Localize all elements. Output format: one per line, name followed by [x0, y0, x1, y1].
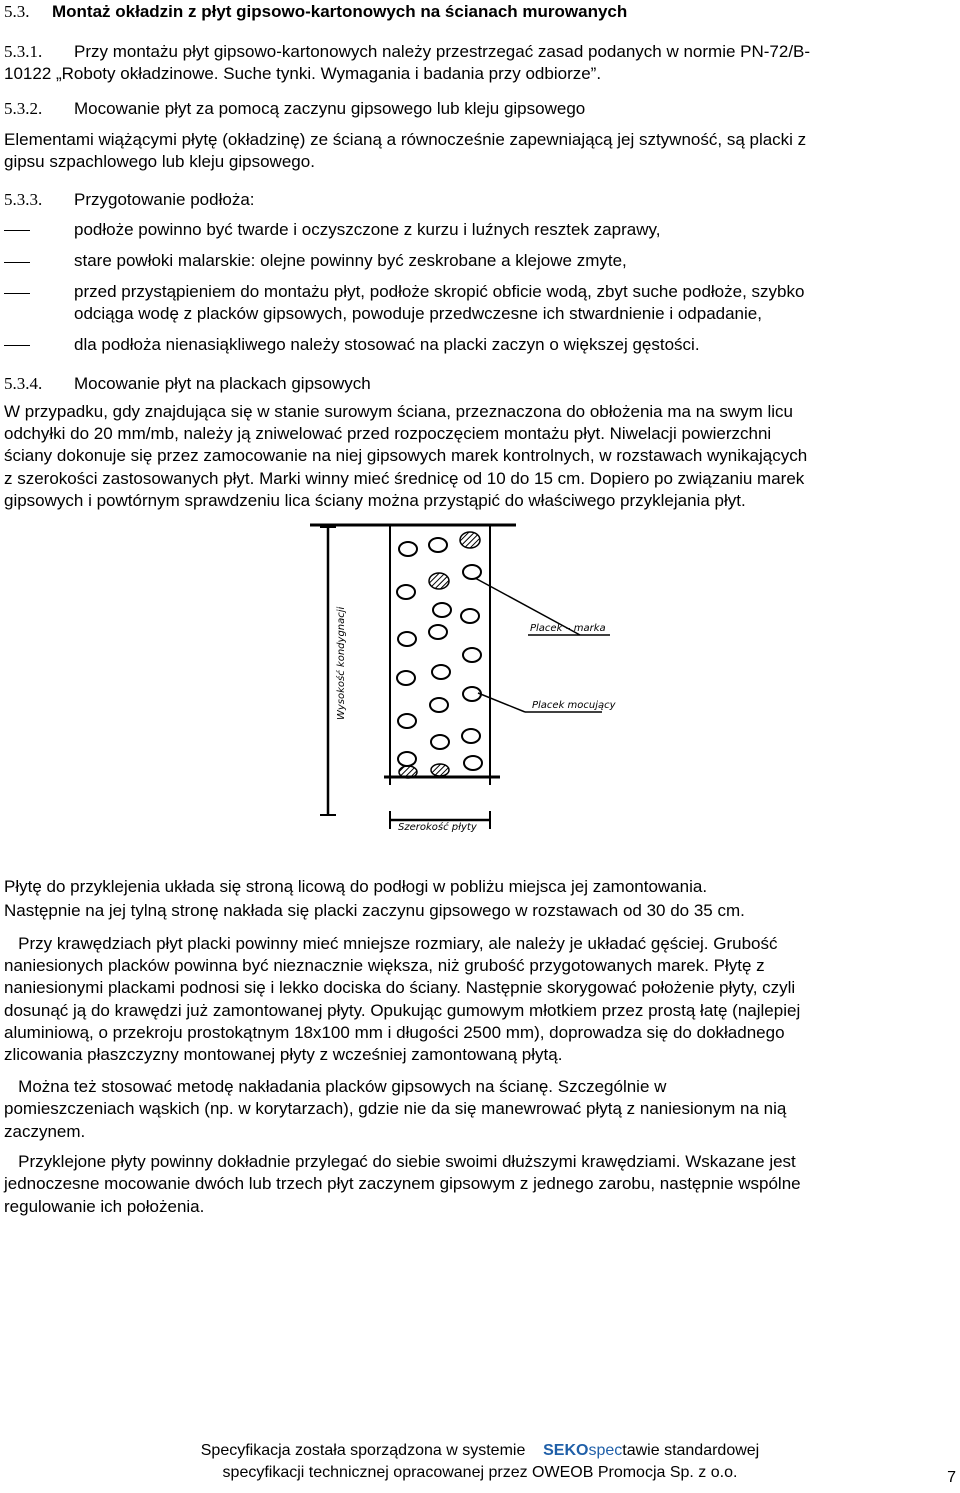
control-mark: [429, 573, 449, 589]
paragraph-line: ściany dokonuje się przez zamocowanie na niej gipsowych marek kontrolnych, w rozstawach wynikających: [4, 446, 808, 465]
subsection-5-3-4: [4, 373, 371, 394]
mark-label: Placek – marka: [530, 623, 606, 634]
brand-spec: spec: [588, 1442, 623, 1459]
control-mark: [460, 532, 480, 548]
paragraph-line: Można też stosować metodę nakładania placków gipsowych na ścianę. Szczególnie w: [4, 1077, 667, 1096]
fixing-dab: [397, 671, 415, 685]
paragraph-line: pomieszczeniach wąskich (np. w korytarzach), gdzie nie da się manewrować płytą z naniesionym na nią: [4, 1099, 787, 1118]
subsection-text-line: 10122 „Roboty okładzinowe. Suche tynki. Wymagania i badania przy odbiorze”.: [4, 64, 602, 83]
paragraph-line: regulowanie ich położenia.: [4, 1197, 205, 1216]
fixing-dab: [464, 756, 482, 770]
paragraph-line: gipsowych i powtórnym sprawdzeniu lica ściany można przystąpić do właściwego przyklejania płyt.: [4, 491, 746, 510]
paragraph-line: naniesionymi plackami podnosi się i lekko dociska do ściany. Następnie skorygować położenie płyty, czyli: [4, 978, 796, 997]
paragraph-line: W przypadku, gdy znajdująca się w stanie surowym ściana, przeznaczona do obłożenia ma na swym licu: [4, 402, 793, 421]
subsection-5-3-1: [4, 41, 810, 62]
footer-text: Specyfikacja została sporządzona w systemie: [200, 1442, 526, 1459]
fixing-dab: [461, 609, 479, 623]
dash-bullet: [4, 345, 30, 346]
footer-line-1: [0, 1440, 960, 1461]
fixing-dab: [463, 648, 481, 662]
paragraph-line: z szerokości zastosowanych płyt. Marki winny mieć średnicę od 10 do 15 cm. Dopiero po związaniu marek: [4, 469, 805, 488]
dash-bullet: [4, 293, 30, 294]
section-heading: [4, 1, 627, 22]
dash-bullet: [4, 230, 30, 231]
paragraph-line: Następnie na jej tylną stronę nakłada się placki zaczynu gipsowego w rozstawach od 30 do 35 cm.: [4, 901, 745, 920]
brand-seko: SEKO: [543, 1442, 589, 1459]
list-item-text: stare powłoki malarskie: olejne powinny być zeskrobane a klejowe zmyte,: [74, 251, 627, 270]
fixing-dab: [398, 714, 416, 728]
paragraph-line: Przyklejone płyty powinny dokładnie przylegać do siebie swoimi dłuższymi krawędziami. Wskazane jest: [4, 1152, 796, 1171]
paragraph-line: Przy krawędziach płyt placki powinny mieć mniejsze rozmiary, ale należy je układać gęściej. Grubość: [4, 934, 778, 953]
list-item-text: przed przystąpieniem do montażu płyt, podłoże skropić obficie wodą, zbyt suche podłoże, szybko: [74, 282, 805, 301]
fixing-label: Placek mocujący: [532, 700, 616, 711]
paragraph-line: aluminiową, o przekroju prostokątnym 18x100 mm i długości 2500 mm), doprowadza się do dokładnego: [4, 1023, 785, 1042]
list-item-text: dla podłoża nienasiąkliwego należy stosować na placki zaczyn o większej gęstości.: [74, 335, 700, 354]
paragraph-line: Elementami wiążącymi płytę (okładzinę) ze ścianą a równocześnie zapewniającą jej sztywność, są placki z: [4, 130, 807, 149]
fixing-dab: [463, 565, 481, 579]
subsection-number: 5.3.4.: [4, 374, 43, 393]
subsection-number: 5.3.2.: [4, 99, 43, 118]
fixing-dab: [429, 625, 447, 639]
footer-text: tawie standardowej: [622, 1442, 760, 1459]
fixing-dab: [398, 752, 416, 766]
height-label: Wysokość kondygnacji: [336, 606, 347, 720]
section-number: 5.3.: [4, 2, 30, 21]
paragraph-line: odchyłki do 20 mm/mb, należy ją zniwelować przed rozpoczęciem montażu płyt. Niwelacji powierzchni: [4, 424, 772, 443]
fixing-dab: [430, 698, 448, 712]
paragraph-line: gipsu szpachlowego lub kleju gipsowego.: [4, 152, 315, 171]
fixing-dab: [431, 735, 449, 749]
fixing-dab: [463, 687, 481, 701]
subsection-5-3-3: [4, 189, 255, 210]
width-label: Szerokość płyty: [398, 822, 477, 833]
fixing-dab: [398, 632, 416, 646]
list-item-text: odciąga wodę z placków gipsowych, powoduje przedwczesne ich stwardnienie i odpadanie,: [74, 304, 762, 323]
fixing-dab: [462, 729, 480, 743]
plaster-dabs-diagram: [310, 515, 650, 845]
subsection-title: Przygotowanie podłoża:: [74, 190, 255, 209]
subsection-title: Mocowanie płyt na plackach gipsowych: [74, 374, 371, 393]
paragraph-line: Płytę do przyklejenia układa się stroną licową do podłogi w pobliżu miejsca jej zamontowania.: [4, 877, 708, 896]
page-number: 7: [947, 1469, 956, 1486]
fixing-dab: [397, 585, 415, 599]
subsection-title: Mocowanie płyt za pomocą zaczynu gipsowego lub kleju gipsowego: [74, 99, 586, 118]
paragraph-line: dosunąć ją do krawędzi już zamontowanej płyty. Opukując gumowym młotkiem przez prostą łatę (najlepiej: [4, 1001, 801, 1020]
paragraph-line: zaczynem.: [4, 1122, 86, 1141]
footer-line-2: specyfikacji technicznej opracowanej przez OWEOB Promocja Sp. z o.o.: [222, 1464, 738, 1481]
control-mark-group: [399, 532, 480, 778]
list-item-text: podłoże powinno być twarde i oczyszczone z kurzu i luźnych resztek zaprawy,: [74, 220, 661, 239]
paragraph-line: jednoczesne mocowanie dwóch lub trzech płyt zaczynem gipsowym z jednego zarobu, następnie wspólne: [4, 1174, 801, 1193]
fixing-dab: [429, 538, 447, 552]
subsection-text-line: Przy montażu płyt gipsowo-kartonowych należy przestrzegać zasad podanych w normie PN-72/B-: [74, 42, 811, 61]
leader-line: [478, 693, 525, 712]
fixing-dab: [433, 603, 451, 617]
section-title: Montaż okładzin z płyt gipsowo-kartonowych na ścianach murowanych: [52, 2, 628, 21]
dash-bullet: [4, 262, 30, 263]
subsection-number: 5.3.1.: [4, 42, 43, 61]
subsection-5-3-2: [4, 98, 585, 119]
subsection-number: 5.3.3.: [4, 190, 43, 209]
control-mark: [431, 764, 449, 776]
paragraph-line: naniesionych placków powinna być nieznacznie większa, niż grubość przygotowanych marek. Płytę z: [4, 956, 765, 975]
paragraph-line: zlicowania płaszczyzny montowanej płyty z wcześniej zamontowaną płytą.: [4, 1045, 563, 1064]
fixing-dab: [399, 542, 417, 556]
control-mark: [399, 766, 417, 778]
fixing-dab: [432, 665, 450, 679]
